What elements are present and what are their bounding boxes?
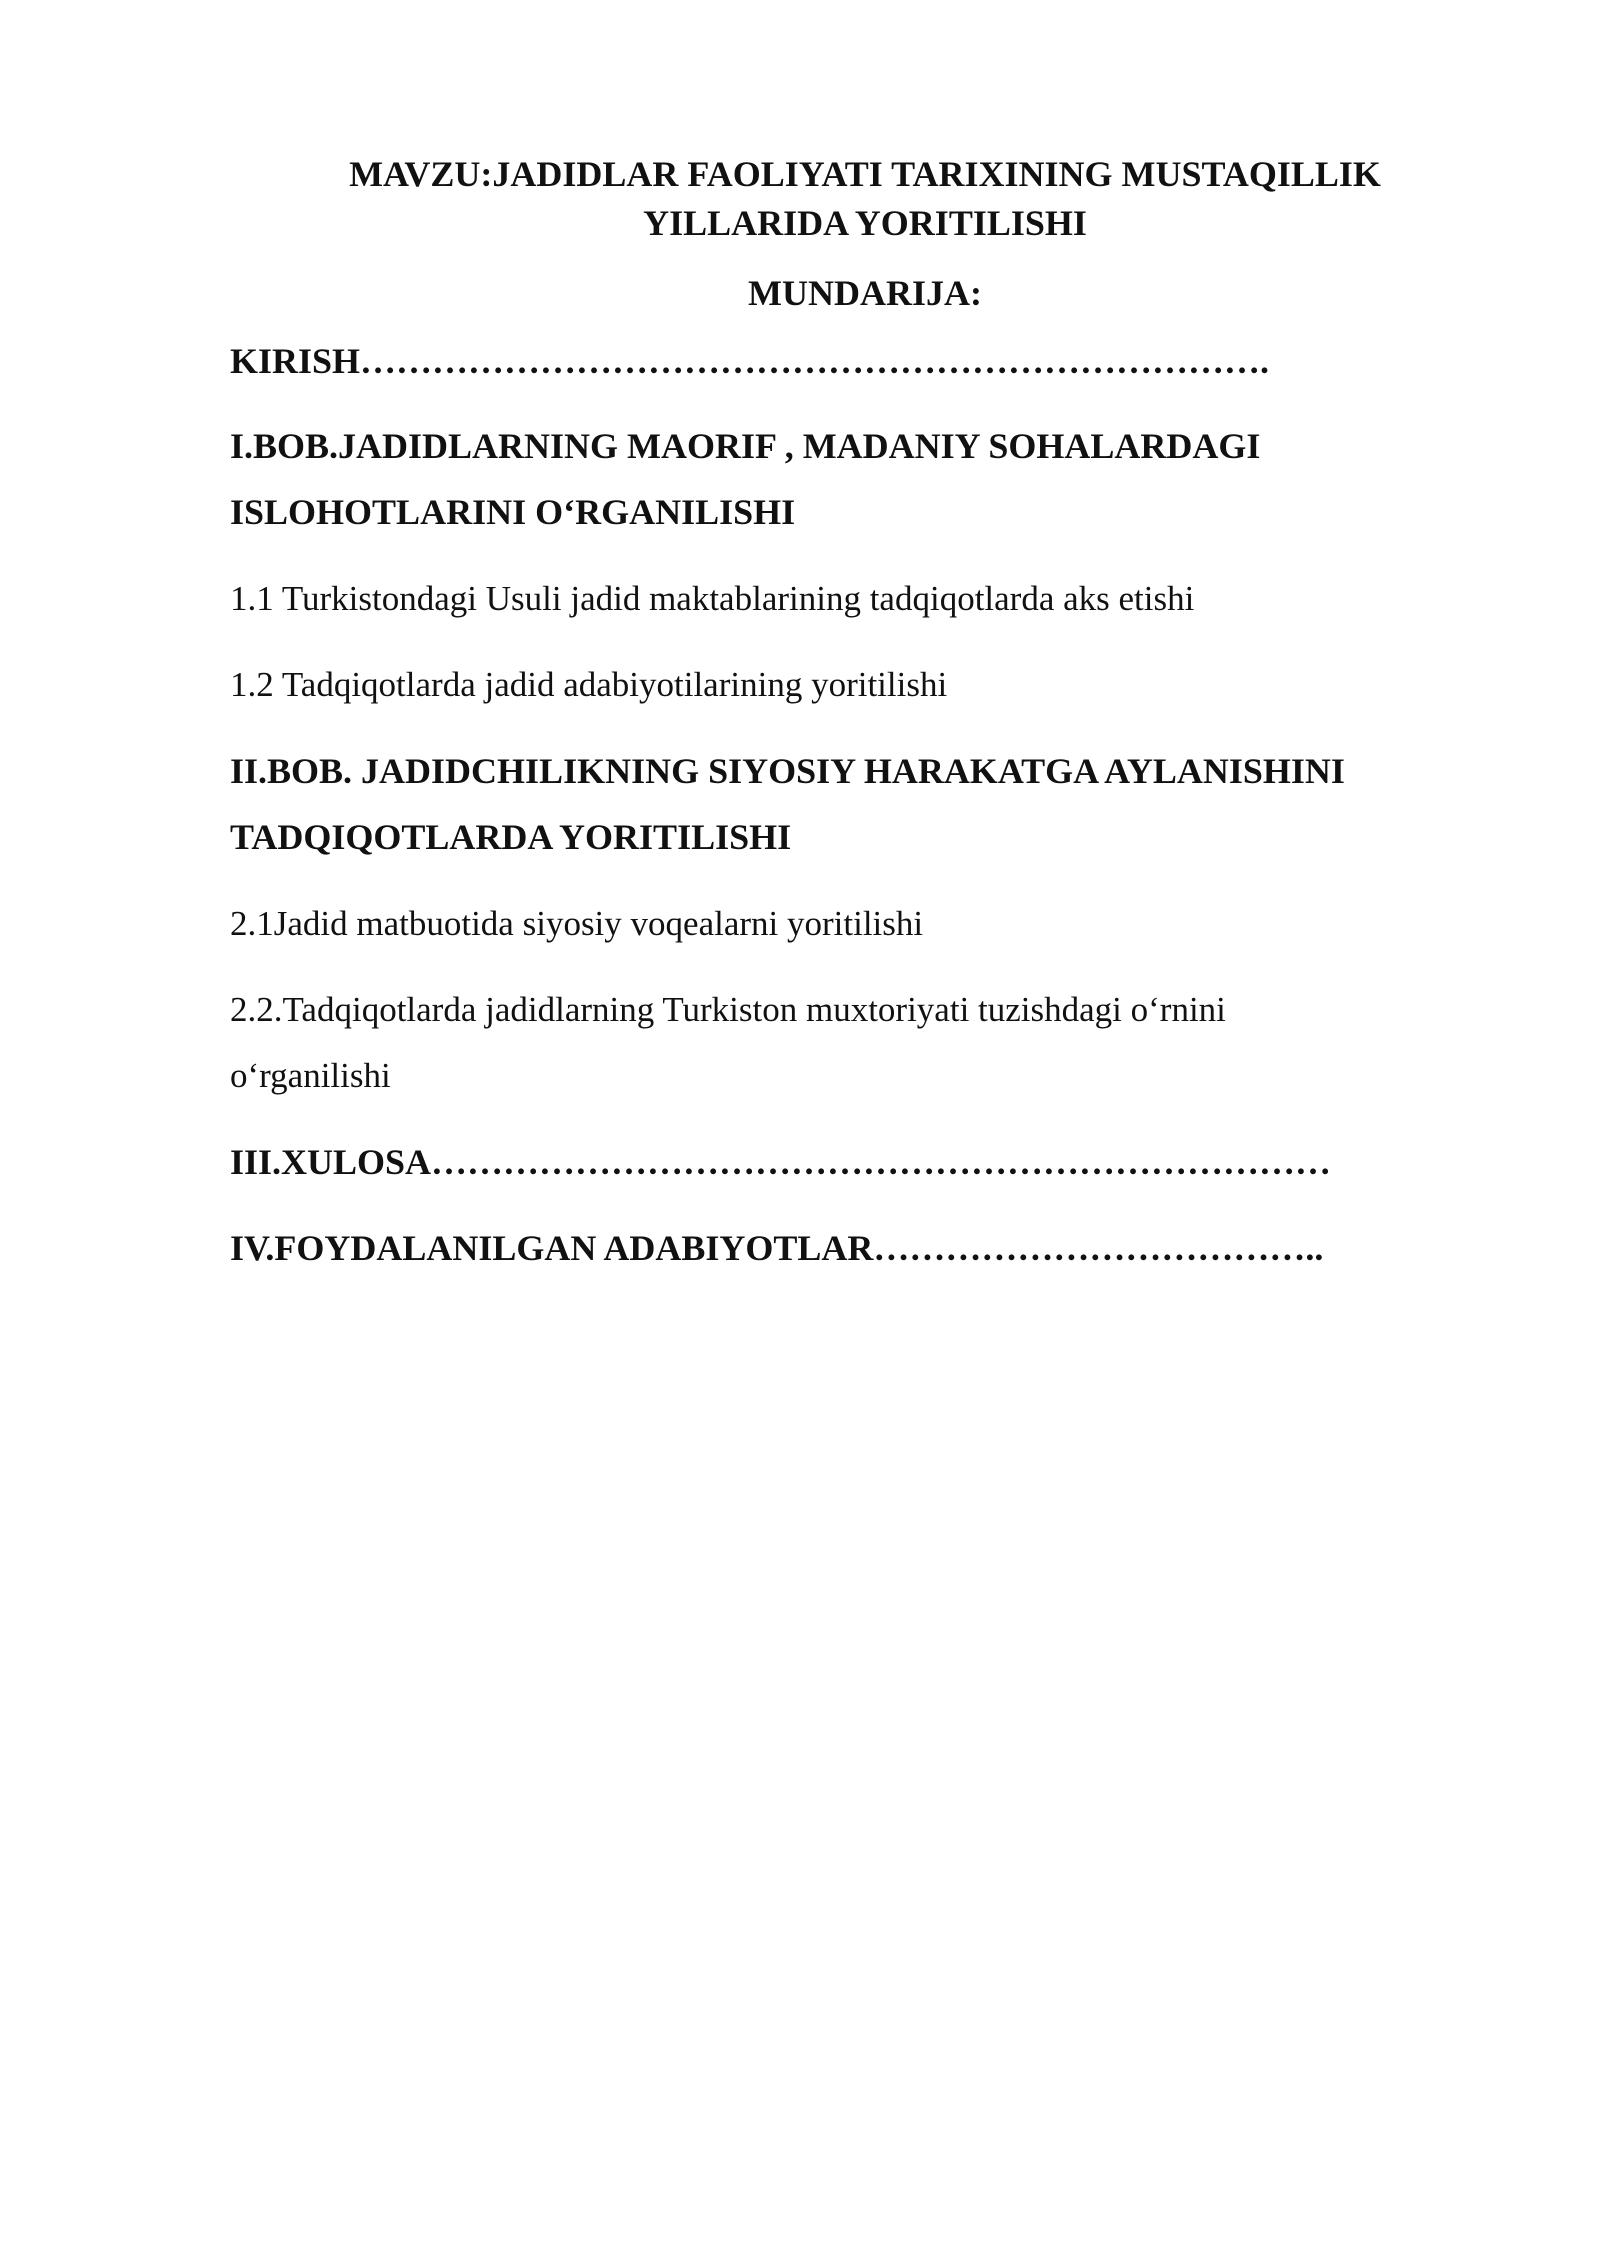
toc-section-2-1: 2.1Jadid matbuotida siyosiy voqealarni yoritilishi <box>230 904 924 943</box>
toc-chapter1-line2: ISLOHOTLARINI O‘RGANILISHI <box>230 492 796 532</box>
document-title-line1: MAVZU:JADIDLAR FAOLIYATI TARIXINING MUSTAQILLIK <box>349 154 1381 194</box>
toc-chapter2-line1: II.BOB. JADIDCHILIKNING SIYOSIY HARAKATGA AYLANISHINI <box>230 751 1345 791</box>
toc-section-2-2-line1: 2.2.Tadqiqotlarda jadidlarning Turkiston muxtoriyati tuzishdagi o‘rnini <box>230 990 1226 1029</box>
contents-heading: MUNDARIJA: <box>748 273 982 313</box>
document-title-line2: YILLARIDA YORITILISHI <box>643 203 1087 243</box>
toc-section-2-2-line2: o‘rganilishi <box>230 1056 391 1095</box>
toc-intro: KIRISH…………………………………………………………………. <box>230 341 1270 381</box>
toc-chapter2-line2: TADQIQOTLARDA YORITILISHI <box>230 817 792 857</box>
toc-conclusion: III.XULOSA………………………………………………………………… <box>230 1142 1332 1182</box>
toc-section-1-1: 1.1 Turkistondagi Usuli jadid maktablarining tadqiqotlarda aks etishi <box>230 579 1195 618</box>
toc-chapter1-line1: I.BOB.JADIDLARNING MAORIF , MADANIY SOHALARDAGI <box>230 426 1261 466</box>
toc-section-1-2: 1.2 Tadqiqotlarda jadid adabiyotilarining yoritilishi <box>230 665 948 704</box>
toc-references: IV.FOYDALANILGAN ADABIYOTLAR……………………………….. <box>230 1228 1324 1268</box>
